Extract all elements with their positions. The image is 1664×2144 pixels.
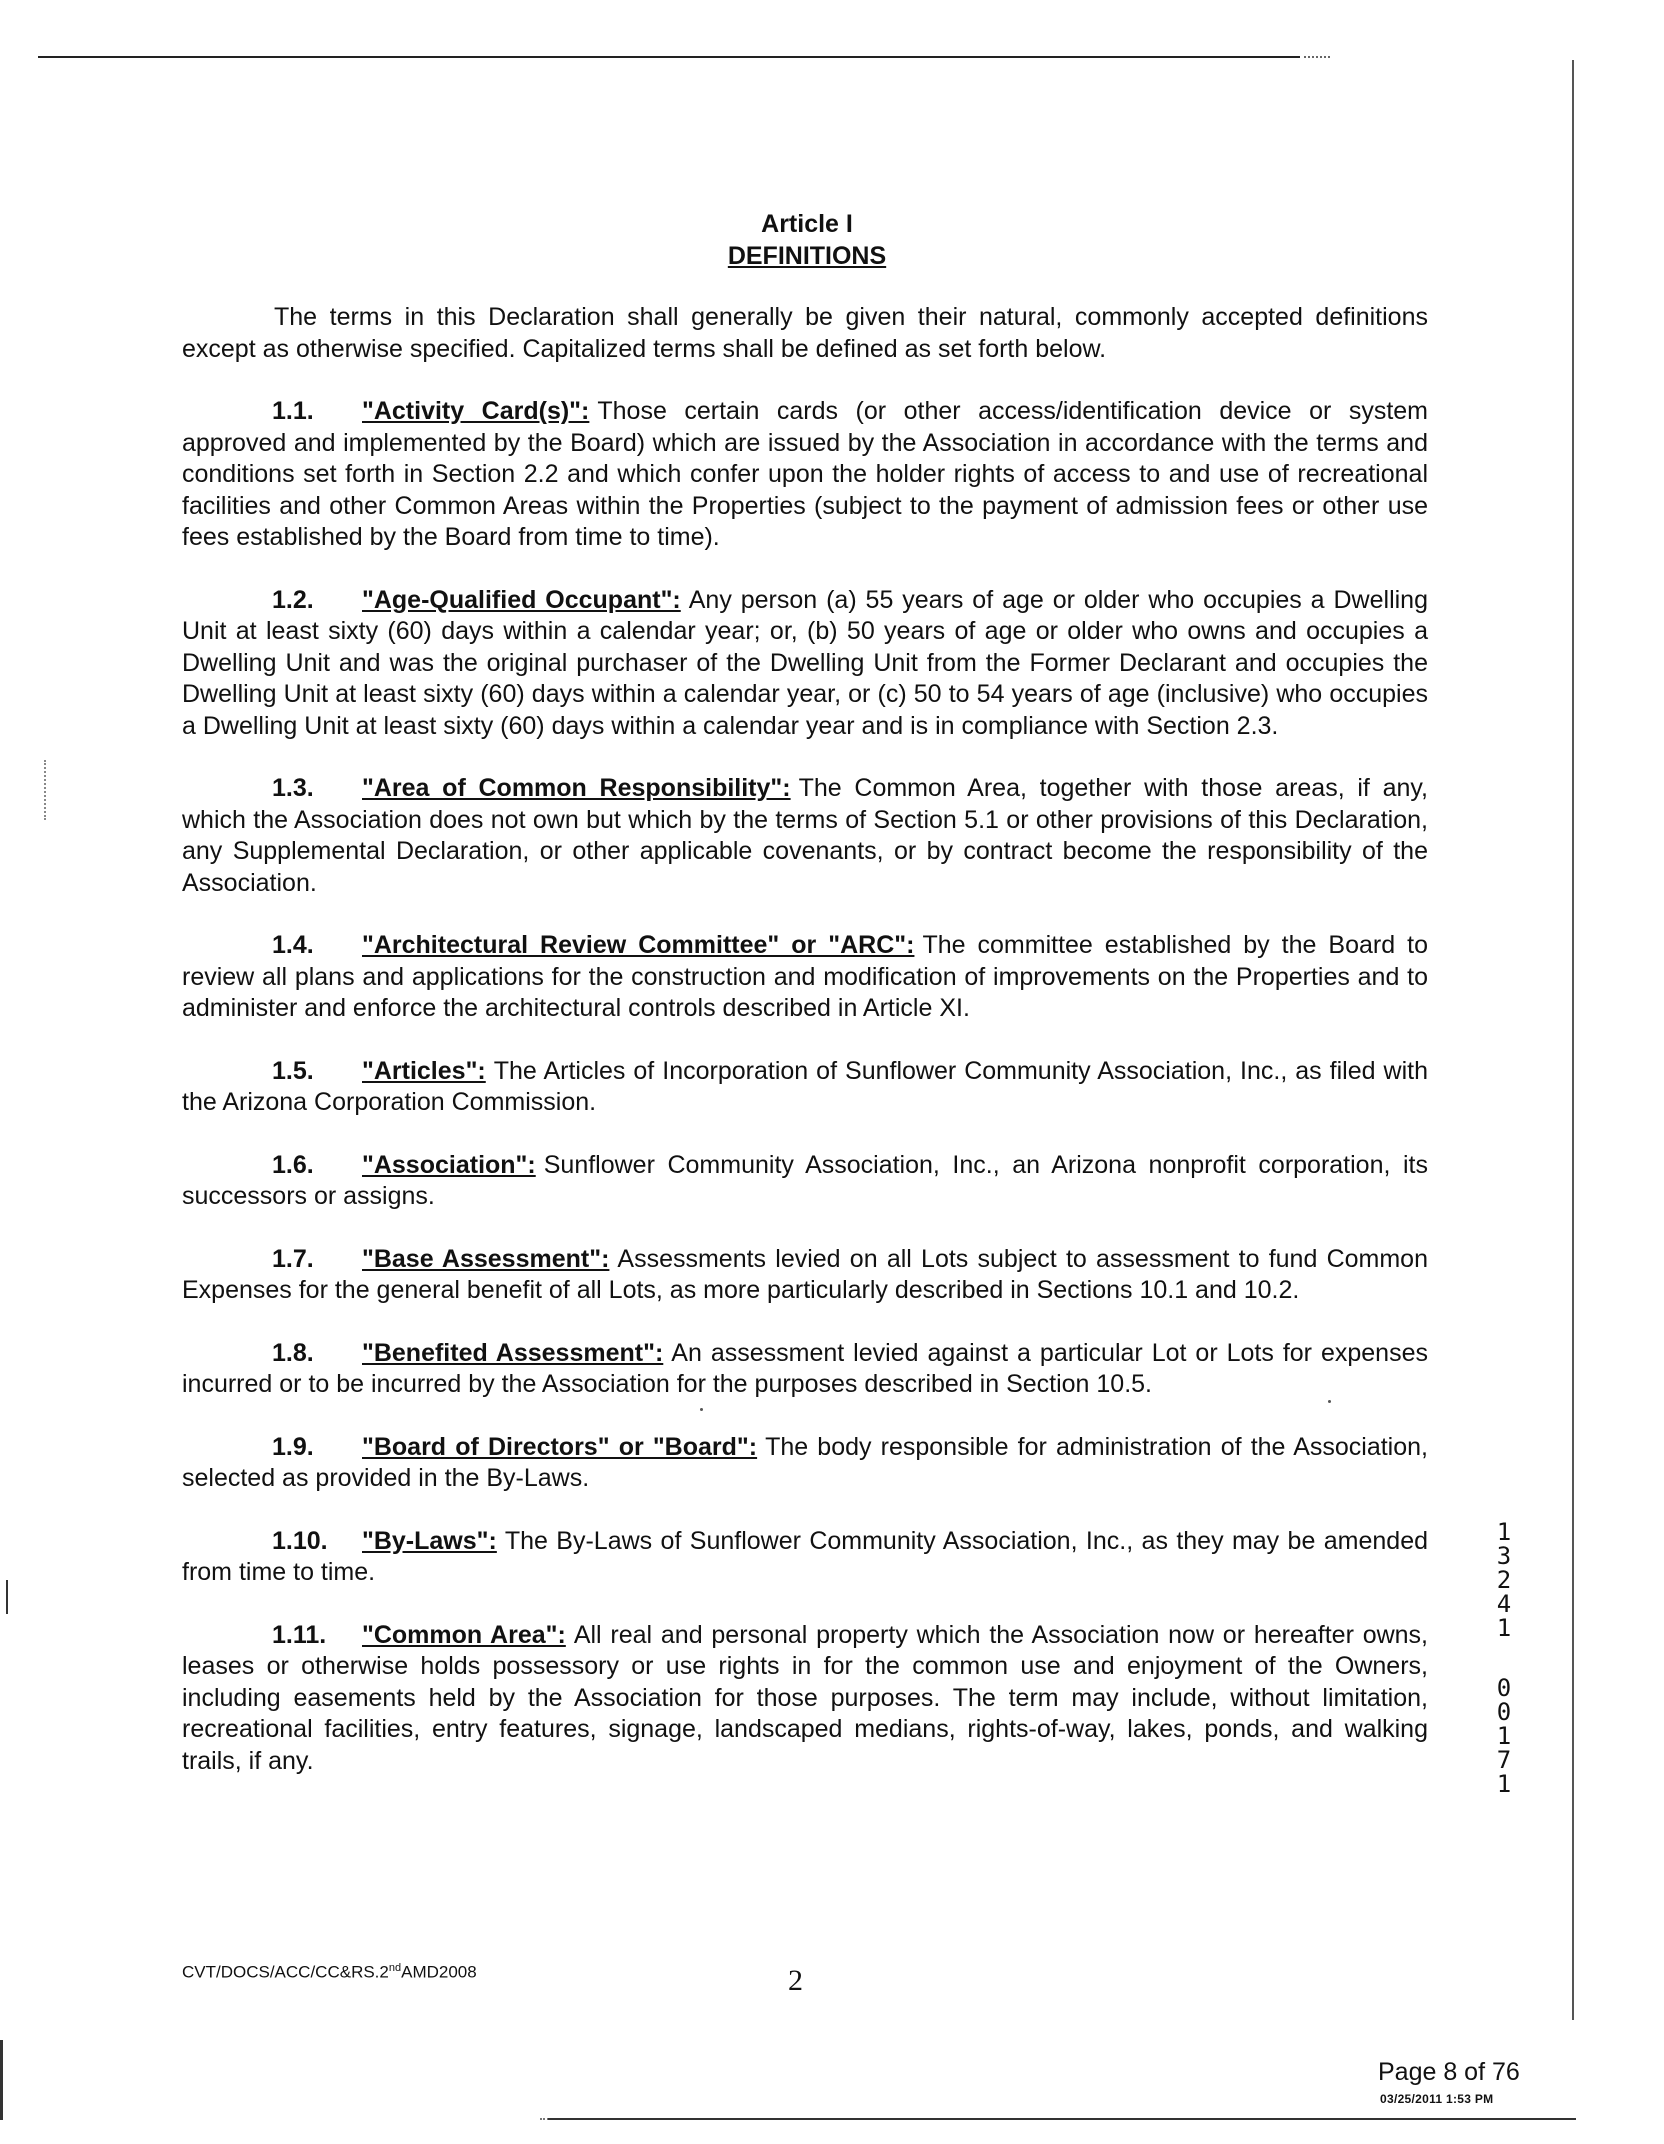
page-of-total: Page 8 of 76	[1378, 2058, 1520, 2086]
definition-term: "Association":	[362, 1150, 536, 1179]
definition-text: The body responsible for administration of the Association, selected as provided in the By-Laws.	[182, 1432, 1428, 1492]
definition-text: The By-Laws of Sunflower Community Association, Inc., as they may be amended from time to time.	[182, 1526, 1428, 1586]
definition-number: 1.6.	[272, 1150, 314, 1179]
definition-text: An assessment levied against a particular Lot or Lots for expenses incurred or to be incurred by the Association for the purposes described in Section 10.5.	[182, 1338, 1428, 1398]
document-code	[182, 1962, 477, 1983]
page-number: 2	[788, 1964, 803, 1997]
recording-number-gap	[1490, 1640, 1518, 1676]
recording-number-digit: 1	[1496, 1770, 1512, 1798]
right-margin-rule	[1572, 60, 1574, 2020]
definition-paragraph	[182, 773, 1428, 899]
definition-paragraph	[182, 585, 1428, 743]
definition-number: 1.3.	[272, 774, 314, 802]
document-code-tail: AMD2008	[401, 1962, 477, 1982]
definition-number: 1.7.	[272, 1244, 314, 1273]
definition-term: "Age-Qualified Occupant":	[362, 585, 681, 614]
definition-text: The Articles of Incorporation of Sunflower Community Association, Inc., as filed with the Arizona Corporation Commission.	[182, 1056, 1428, 1116]
definition-text: All real and personal property which the Association now or hereafter owns, leases or otherwise holds possessory or use rights in for the common use and enjoyment of the Owners, including easements held by the Association for those purposes. The term may include, without limitation, recreational facilities, entry features, signage, landscaped medians, rights-of-way, lakes, ponds, and walking trails, if any.	[182, 1620, 1428, 1775]
definition-paragraph	[182, 396, 1428, 554]
intro-paragraph: The terms in this Declaration shall generally be given their natural, commonly accepted definitions except as otherwise specified. Capitalized terms shall be defined as set forth below.	[182, 303, 1428, 363]
recording-number-digit: 2	[1496, 1566, 1512, 1594]
definition-paragraph	[182, 1338, 1428, 1401]
definition-term: "Board of Directors" or "Board":	[362, 1432, 758, 1461]
definition-paragraph	[182, 1056, 1428, 1119]
definition-paragraph	[182, 1432, 1428, 1495]
recording-number-digit: 1	[1496, 1722, 1512, 1750]
left-margin-specks	[44, 760, 46, 820]
definition-text: Those certain cards (or other access/identification device or system approved and implemented by the Board) which are issued by the Association in accordance with the terms and conditions set forth in Section 2.2 and which confer upon the holder rights of access to and use of recreational facilities and other Common Areas within the Properties (subject to the payment of admission fees or other use fees established by the Board from time to time).	[182, 397, 1429, 551]
document-code-main: CVT/DOCS/ACC/CC&RS.2	[182, 1962, 389, 1982]
definition-term: "Activity Card(s)":	[362, 397, 590, 425]
definition-term: "Area of Common Responsibility":	[362, 774, 791, 802]
recording-number-digit: 3	[1496, 1542, 1512, 1570]
definition-paragraph	[182, 1620, 1428, 1778]
definition-number: 1.1.	[272, 397, 314, 425]
definition-term: "Architectural Review Committee" or "ARC":	[362, 931, 915, 959]
definition-number: 1.10.	[272, 1526, 328, 1555]
recording-number-digit: 0	[1496, 1674, 1512, 1702]
article-subtitle: DEFINITIONS	[727, 242, 887, 270]
definition-paragraph	[182, 1244, 1428, 1307]
definition-term: "Benefited Assessment":	[362, 1338, 664, 1367]
bottom-rule	[548, 2118, 1576, 2120]
definition-term: "Common Area":	[362, 1620, 566, 1649]
definition-term: "By-Laws":	[362, 1526, 497, 1555]
top-rule	[38, 56, 1300, 58]
recording-number-digit: 7	[1496, 1746, 1512, 1774]
definitions-list	[182, 396, 1428, 1777]
definition-text: The Common Area, together with those areas, if any, which the Association does not own but which by the terms of Section 5.1 or other provisions of this Declaration, any Supplemental Declaration, or other applicable covenants, or by contract become the responsibility of the Association.	[182, 774, 1428, 897]
definition-number: 1.11.	[272, 1620, 327, 1649]
left-margin-tick	[6, 1580, 8, 1614]
definition-number: 1.5.	[272, 1056, 314, 1085]
left-edge-mark	[0, 2040, 3, 2120]
definition-text: Sunflower Community Association, Inc., an Arizona nonprofit corporation, its successors or assigns.	[182, 1150, 1428, 1210]
recording-number	[1490, 1520, 1518, 1796]
definition-number: 1.2.	[272, 585, 314, 614]
definition-number: 1.9.	[272, 1432, 314, 1461]
top-rule-dots	[1304, 56, 1330, 58]
definition-number: 1.8.	[272, 1338, 314, 1367]
definition-paragraph	[182, 930, 1428, 1025]
definition-paragraph	[182, 1526, 1428, 1589]
print-timestamp: 03/25/2011 1:53 PM	[1380, 2092, 1494, 2106]
definition-text: Assessments levied on all Lots subject to assessment to fund Common Expenses for the general benefit of all Lots, as more particularly described in Sections 10.1 and 10.2.	[182, 1244, 1428, 1304]
definition-text: The committee established by the Board to review all plans and applications for the construction and modification of improvements on the Properties and to administer and enforce the architectural controls described in Article XI.	[182, 931, 1428, 1022]
recording-number-digit: 0	[1496, 1698, 1512, 1726]
definition-paragraph	[182, 1150, 1428, 1213]
definition-number: 1.4.	[272, 931, 314, 959]
definition-text: Any person (a) 55 years of age or older who occupies a Dwelling Unit at least sixty (60) days within a calendar year; or, (b) 50 years of age or older who owns and occupies a Dwelling Unit and was the original purchaser of the Dwelling Unit from the Former Declarant and occupies the Dwelling Unit at least sixty (60) days within a calendar year, or (c) 50 to 54 years of age (inclusive) who occupies a Dwelling Unit at least sixty (60) days within a calendar year and is in compliance with Section 2.3.	[182, 585, 1428, 740]
recording-number-digit: 1	[1496, 1614, 1512, 1642]
recording-number-digit: 1	[1496, 1518, 1512, 1546]
recording-number-digit: 4	[1496, 1590, 1512, 1618]
definition-term: "Base Assessment":	[362, 1244, 610, 1273]
article-title: Article I	[761, 210, 853, 238]
definition-term: "Articles":	[362, 1056, 486, 1085]
document-code-superscript: nd	[388, 1962, 402, 1974]
document-body	[182, 302, 1428, 1808]
